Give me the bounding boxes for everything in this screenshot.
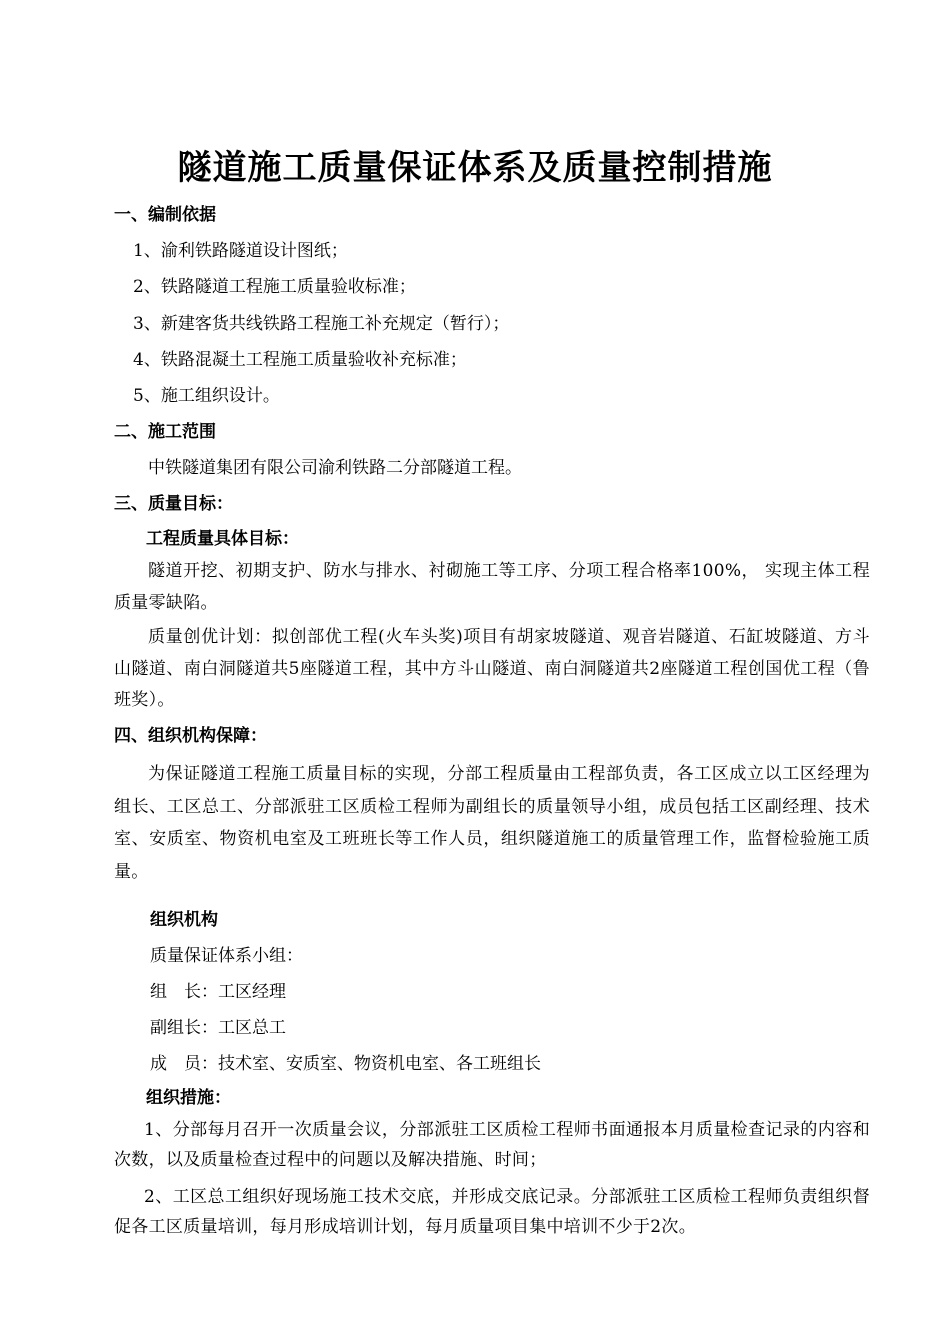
- org-structure-heading: 组织机构: [150, 910, 218, 930]
- excellence-plan-paragraph: 质量创优计划：拟创部优工程(火车头奖)项目有胡家坡隧道、观音岩隧道、石缸坡隧道、方斗山隧道、南白洞隧道共5座隧道工程，其中方斗山隧道、南白洞隧道共2座隧道工程创国优工程（鲁班奖）。: [114, 627, 870, 710]
- quality-target-subheading: 工程质量具体目标：: [146, 529, 299, 549]
- basis-item-1: 1、渝利铁路隧道设计图纸；: [133, 241, 348, 261]
- quality-group-label: 质量保证体系小组：: [150, 946, 303, 966]
- org-measures-heading: 组织措施：: [146, 1088, 231, 1108]
- group-leader-line: 组 长：工区经理: [150, 982, 286, 1002]
- org-guarantee-paragraph: 为保证隧道工程施工质量目标的实现，分部工程质量由工程部负责，各工区成立以工区经理为组长、工区总工、分部派驻工区质检工程师为副组长的质量领导小组，成员包括工区副经理、技术室、安质室、物资机电室及工班班长等工作人员，组织隧道施工的质量管理工作，监督检验施工质量。: [114, 764, 870, 882]
- basis-item-4: 4、铁路混凝土工程施工质量验收补充标准；: [133, 350, 467, 370]
- measure-1: 1、分部每月召开一次质量会议，分部派驻工区质检工程师书面通报本月质量检查记录的内容和次数，以及质量检查过程中的问题以及解决措施、时间；: [114, 1120, 870, 1170]
- section-4-heading: 四、组织机构保障：: [114, 726, 267, 746]
- scope-text: 中铁隧道集团有限公司渝利铁路二分部隧道工程。: [148, 458, 522, 478]
- basis-item-5: 5、施工组织设计。: [133, 386, 280, 406]
- deputy-leader-line: 副组长：工区总工: [150, 1018, 286, 1038]
- section-3-heading: 三、质量目标：: [114, 494, 233, 514]
- section-1-heading: 一、编制依据: [114, 205, 216, 225]
- basis-item-2: 2、铁路隧道工程施工质量验收标准；: [133, 277, 416, 297]
- basis-item-3: 3、新建客货共线铁路工程施工补充规定（暂行）；: [133, 314, 510, 334]
- section-2-heading: 二、施工范围: [114, 422, 216, 442]
- document-title: 隧道施工质量保证体系及质量控制措施: [177, 148, 773, 188]
- measure-2: 2、工区总工组织好现场施工技术交底，并形成交底记录。分部派驻工区质检工程师负责组织督促各工区质量培训，每月形成培训计划，每月质量项目集中培训不少于2次。: [114, 1187, 870, 1237]
- members-line: 成 员：技术室、安质室、物资机电室、各工班组长: [150, 1054, 541, 1074]
- quality-target-paragraph: 隧道开挖、初期支护、防水与排水、衬砌施工等工序、分项工程合格率100%， 实现主体工程质量零缺陷。: [114, 561, 870, 613]
